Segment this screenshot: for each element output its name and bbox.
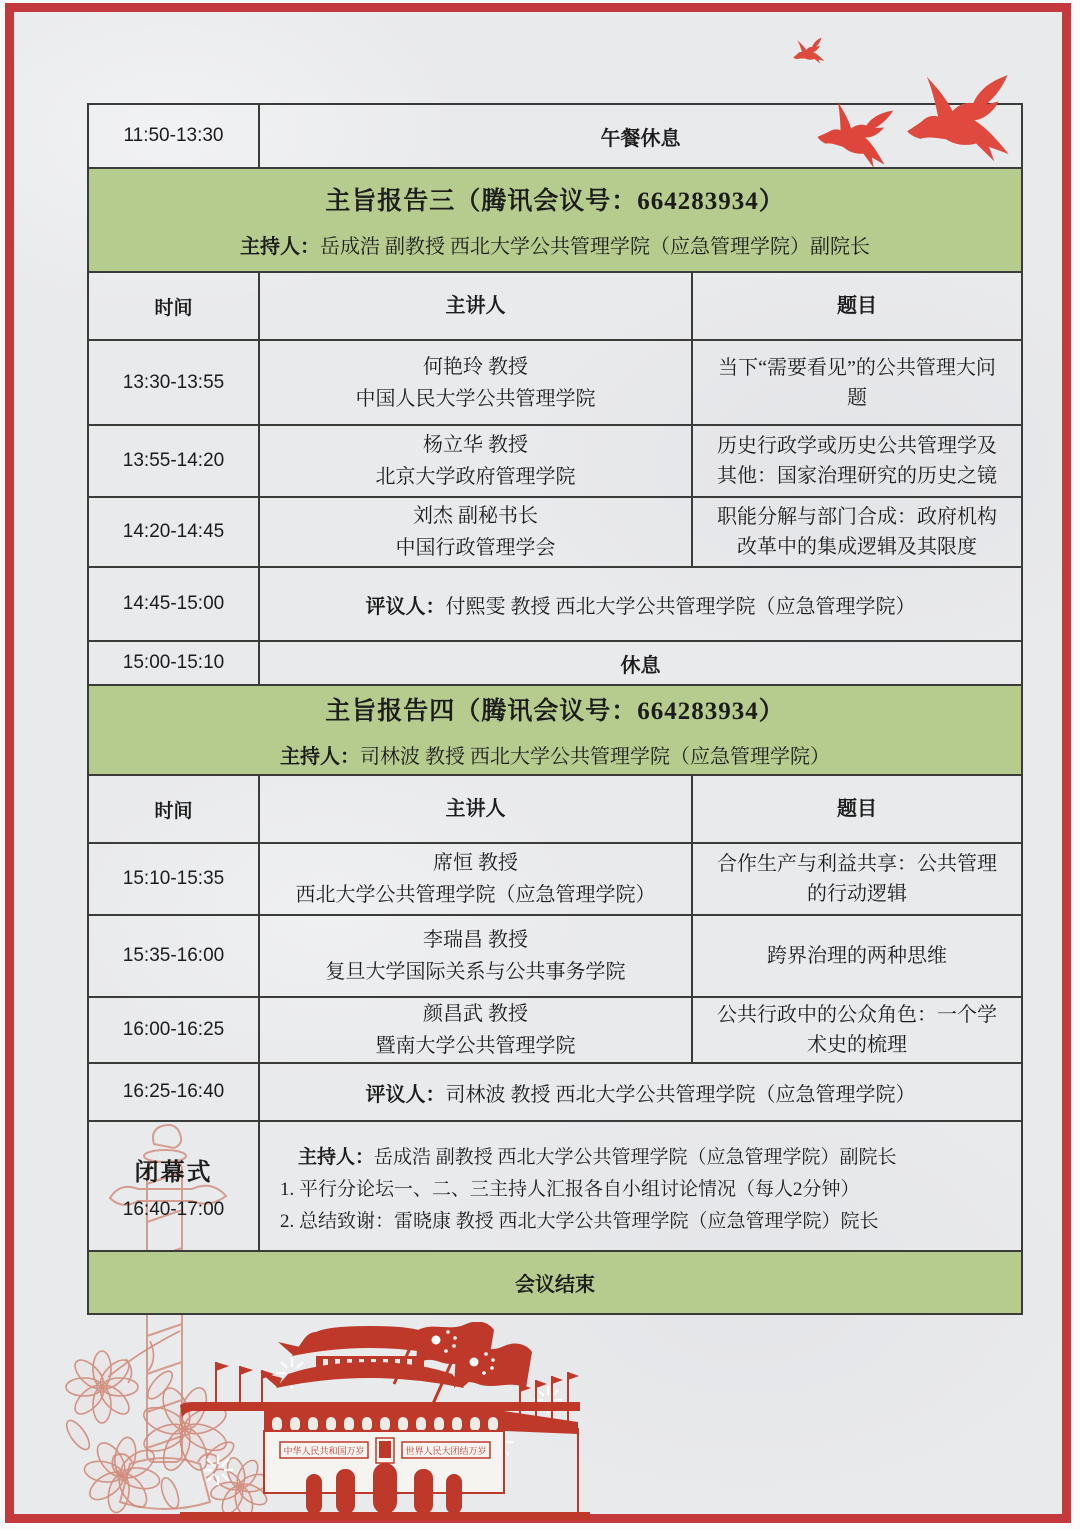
schedule-table (87, 103, 1023, 1315)
speaker-name: 席恒 教授 (433, 852, 518, 874)
closing-line2: 1. 平行分论坛一、二、三主持人汇报各自小组讨论情况（每人2分钟） (280, 1179, 860, 1200)
review-cell (260, 1064, 1021, 1120)
review-row (89, 568, 1021, 642)
header-topic: 题目 (837, 295, 877, 317)
closing-line1 (280, 1142, 1011, 1174)
row-time: 15:10-15:35 (89, 844, 260, 914)
row-speaker (260, 998, 693, 1062)
closing-right-cell (260, 1122, 1021, 1250)
review-body: 付熙雯 教授 西北大学公共管理学院（应急管理学院） (445, 595, 916, 618)
end-row (89, 1252, 1021, 1313)
dove-icon (815, 100, 894, 168)
lunch-time-cell (89, 105, 260, 167)
speaker-org: 中国人民大学公共管理学院 (355, 387, 596, 410)
tiananmen-papercut-icon (180, 1322, 590, 1520)
break-label: 休息 (620, 654, 661, 677)
row-topic: 历史行政学或历史公共管理学及其他：国家治理研究的历史之镜 (717, 435, 997, 487)
row-time: 14:45-15:00 (89, 568, 260, 640)
lunch-label: 午餐休息 (600, 127, 681, 150)
closing-title: 闭幕式 (134, 1159, 213, 1186)
dove-icon (904, 71, 1014, 167)
plaque-right-text: 世界人民大团结万岁 (405, 1446, 487, 1456)
speaker-org: 北京大学政府管理学院 (375, 466, 576, 488)
session4-host-prefix: 主持人： (280, 746, 360, 768)
gate-arches (180, 1463, 590, 1520)
review-text (366, 1078, 916, 1107)
row-time: 16:25-16:40 (89, 1064, 260, 1120)
break-row (89, 642, 1021, 686)
header-speaker: 主讲人 (260, 776, 693, 842)
closing-time: 16:40-17:00 (122, 1198, 225, 1220)
header-speaker: 主讲人 (260, 273, 693, 339)
session4-host (280, 740, 830, 769)
review-cell (260, 568, 1021, 640)
header-time: 时间 (89, 273, 260, 339)
row-topic: 职能分解与部门合成：政府机构改革中的集成逻辑及其限度 (717, 506, 997, 558)
row-topic: 跨界治理的两种思维 (767, 945, 947, 967)
session3-banner (89, 169, 1021, 273)
speaker-name: 杨立华 教授 (423, 434, 528, 456)
speaker-name: 李瑞昌 教授 (423, 929, 528, 951)
session3-host-prefix: 主持人： (240, 236, 320, 258)
row-topic: 当下“需要看见”的公共管理大问题 (718, 356, 996, 409)
table-row (89, 998, 1021, 1064)
speaker-name: 刘杰 副秘书长 (413, 505, 538, 527)
table-row (89, 341, 1021, 426)
header-time: 时间 (89, 776, 260, 842)
speaker-org: 暨南大学公共管理学院 (375, 1035, 576, 1057)
row-time: 14:20-14:45 (89, 498, 260, 566)
row-topic: 公共行政中的公众角色：一个学术史的梳理 (717, 1004, 997, 1056)
table-row (89, 844, 1021, 916)
row-time: 15:35-16:00 (89, 916, 260, 996)
speaker-org: 复旦大学国际关系与公共事务学院 (325, 961, 626, 983)
review-prefix: 评议人： (365, 595, 446, 618)
speaker-org: 西北大学公共管理学院（应急管理学院） (295, 884, 656, 906)
speaker-org: 中国行政管理学会 (395, 537, 556, 559)
session4-host-name: 司林波 教授 西北大学公共管理学院（应急管理学院） (360, 746, 830, 768)
header-topic: 题目 (837, 798, 877, 820)
plaque-left-text: 中华人民共和国万岁 (283, 1446, 365, 1456)
dove-icon (790, 36, 826, 68)
speaker-name: 颜昌武 教授 (423, 1003, 528, 1025)
row-time: 15:00-15:10 (89, 642, 260, 684)
session3-host (240, 230, 870, 259)
row-time: 13:30-13:55 (89, 341, 260, 424)
doves-decoration (770, 28, 1040, 168)
session4-title: 主旨报告四（腾讯会议号：664283934） (325, 698, 785, 725)
session3-host-name: 岳成浩 副教授 西北大学公共管理学院（应急管理学院）副院长 (320, 236, 870, 258)
closing-row (89, 1122, 1021, 1252)
row-speaker (260, 916, 693, 996)
review-body: 司林波 教授 西北大学公共管理学院（应急管理学院） (445, 1083, 916, 1106)
table-row (89, 426, 1021, 498)
speaker-name: 何艳玲 教授 (423, 355, 528, 378)
session4-banner (89, 686, 1021, 776)
review-text (366, 590, 916, 619)
review-prefix: 评议人： (365, 1083, 446, 1106)
session3-header-row (89, 273, 1021, 341)
row-time: 13:55-14:20 (89, 426, 260, 496)
row-time: 16:00-16:25 (89, 998, 260, 1062)
lunch-time: 11:50-13:30 (123, 125, 224, 146)
closing-host-prefix: 主持人： (298, 1147, 375, 1168)
session3-title: 主旨报告三（腾讯会议号：664283934） (325, 188, 785, 215)
closing-left-cell (89, 1122, 260, 1250)
closing-line3: 2. 总结致谢：雷晓康 教授 西北大学公共管理学院（应急管理学院）院长 (280, 1211, 879, 1232)
table-row (89, 916, 1021, 998)
row-speaker (260, 498, 693, 566)
portrait-icon (379, 1441, 391, 1458)
session4-header-row (89, 776, 1021, 844)
table-row (89, 498, 1021, 568)
row-speaker (260, 341, 693, 424)
review-row (89, 1064, 1021, 1122)
end-label: 会议结束 (515, 1274, 595, 1296)
closing-host: 岳成浩 副教授 西北大学公共管理学院（应急管理学院）副院长 (374, 1147, 897, 1168)
row-topic: 合作生产与利益共享：公共管理的行动逻辑 (717, 853, 997, 905)
row-speaker (260, 426, 693, 496)
row-speaker (260, 844, 693, 914)
